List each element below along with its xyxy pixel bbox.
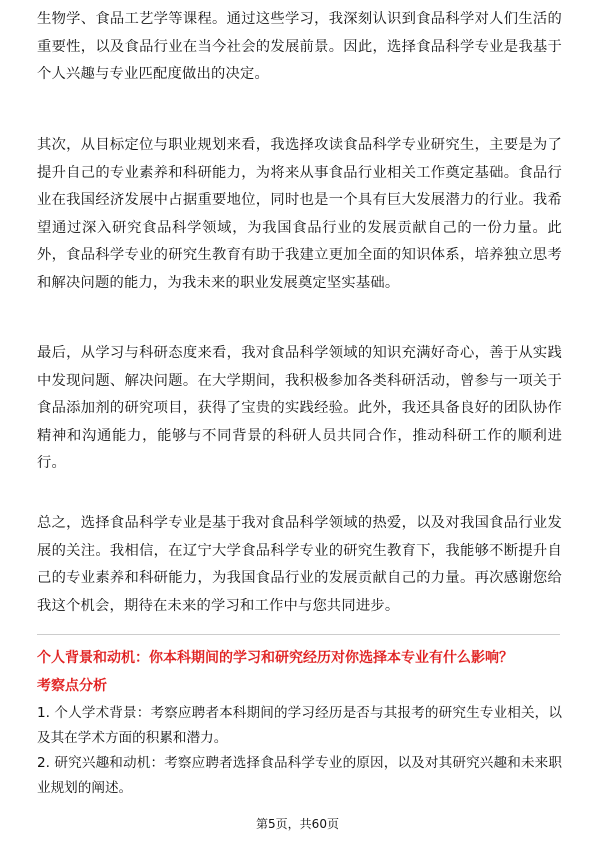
section-divider <box>37 634 560 635</box>
body-paragraph-3: 最后，从学习与科研态度来看，我对食品科学领域的知识充满好奇心，善于从实践中发现问题、解决问题。在大学期间，我积极参加各类科研活动，曾参与一项关于食品添加剂的研究项目，获得了宝贵的实践经验。此外，我还具备良好的团队协作精神和沟通能力，能够与不同背景的科研人员共同合作，推动科研工作的顺利进行。 <box>37 345 562 472</box>
body-paragraph-1: 生物学、食品工艺学等课程。通过这些学习，我深刻认识到食品科学对人们生活的重要性，以及食品行业在当今社会的发展前景。因此，选择食品科学专业是我基于个人兴趣与专业匹配度做出的决定。 <box>37 11 562 83</box>
body-paragraph-4: 总之，选择食品科学专业是基于我对食品科学领域的热爱，以及对我国食品行业发展的关注。我相信，在辽宁大学食品科学专业的研究生教育下，我能够不断提升自己的专业素养和科研能力，为我国食品行业的发展贡献自己的力量。再次感谢您给我这个机会，期待在未来的学习和工作中与您共同进步。 <box>37 515 562 614</box>
analysis-points-list <box>37 701 562 801</box>
analysis-title: 考察点分析 <box>37 678 107 694</box>
page-number-footer: 第5页，共60页 <box>256 817 339 831</box>
body-paragraph-2: 其次，从目标定位与职业规划来看，我选择攻读食品科学专业研究生，主要是为了提升自己的专业素养和科研能力，为将来从事食品行业相关工作奠定基础。食品行业在我国经济发展中占据重要地位，同时也是一个具有巨大发展潜力的行业。我希望通过深入研究食品科学领域，为我国食品行业的发展贡献自己的一份力量。此外，食品科学专业的研究生教育有助于我建立更加全面的知识体系，培养独立思考和解决问题的能力，为我未来的职业发展奠定坚实基础。 <box>37 137 562 291</box>
analysis-point-1: 1. 个人学术背景：考察应聘者本科期间的学习经历是否与其报考的研究生专业相关，以及其在学术方面的积累和潜力。 <box>37 705 562 746</box>
analysis-point-2: 2. 研究兴趣和动机：考察应聘者选择食品科学专业的原因，以及对其研究兴趣和未来职业规划的阐述。 <box>37 755 562 796</box>
interview-question-heading: 个人背景和动机：你本科期间的学习和研究经历对你选择本专业有什么影响？ <box>37 650 513 666</box>
